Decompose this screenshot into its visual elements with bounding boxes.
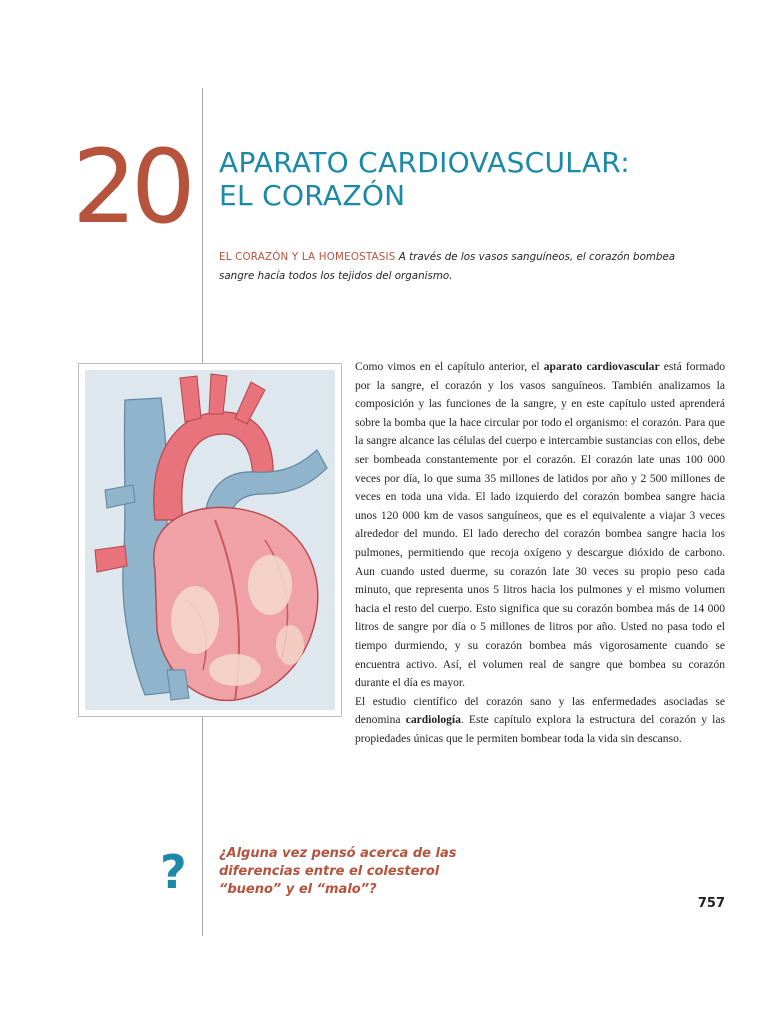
text-run: Como vimos en el capítulo anterior, el (355, 361, 544, 373)
text-run: . Este capítulo explora la estructura del corazón y las propiedades únicas que le permiten bombear toda la vida sin descanso. (355, 714, 726, 745)
text-run: El estudio científico del corazón sano y las enfermedades asociadas se denomina (355, 695, 725, 727)
chapter-title (219, 146, 739, 212)
chapter-number: 20 (72, 128, 190, 247)
question-line3: “bueno” y el “malo”? (219, 882, 377, 897)
question-line2: diferencias entre el colesterol (219, 864, 440, 879)
margin-question (219, 845, 479, 899)
intro-lead: EL CORAZÓN Y LA HOMEOSTASIS (219, 251, 396, 263)
page-number: 757 (697, 896, 725, 911)
intro-text: A través de los vasos sanguíneos, el corazón bombea sangre hacía todos los tejidos del organismo. (219, 251, 676, 282)
term-cardiologia: cardiología (405, 714, 461, 727)
question-mark-icon: ? (160, 845, 187, 899)
body-text (355, 358, 725, 748)
heart-figure (78, 363, 342, 717)
chapter-intro (219, 248, 699, 286)
chapter-title-line1: APARATO CARDIOVASCULAR: (219, 146, 630, 179)
chapter-title-line2: EL CORAZÓN (219, 179, 406, 212)
question-line1: ¿Alguna vez pensó acerca de las (219, 846, 457, 861)
text-run: está formado por la sangre, el corazón y los vasos sanguíneos. También analizamos la composición y las funciones de la sangre, y en este capítulo usted aprenderá sobre la bomba que la hace circular por todo el organismo: el corazón. Para que la sangre alcance las células del cuerpo e intercambie sustancias con ellos, debe ser bombeada constantemente por el corazón. El corazón late unas 100 000 veces por día, lo que suma 35 millones de latidos por año y 2 500 millones de veces en toda una vida. El lado izquierdo del corazón bombea sangre hacia unos 120 000 km de vasos sanguíneos, que es el equivalente a viajar 3 veces alrededor del mundo. El lado derecho del corazón bombea sangre hacia los pulmones, permitiendo que recoja oxígeno y descargue dióxido de carbono. Aun cuando usted duerme, su corazón late 30 veces su propio peso cada minuto, que representa unos 5 litros hacia los pulmones y el mismo volumen hacia el resto del cuerpo. Esto significa que su corazón bombea más de 14 000 litros de sangre por día o 5 millones de litros por año. Usted no pasa todo el tiempo durmiendo, y su corazón bombea más vigorosamente cuando se encuentra activo. Así, el volumen real de sangre que bombea su corazón durante el día es mayor. (355, 361, 725, 690)
heart-illustration (85, 370, 335, 710)
term-aparato-cardiovascular: aparato cardiovascular (543, 361, 660, 373)
paragraph-2 (355, 693, 725, 749)
paragraph-1 (355, 358, 725, 693)
